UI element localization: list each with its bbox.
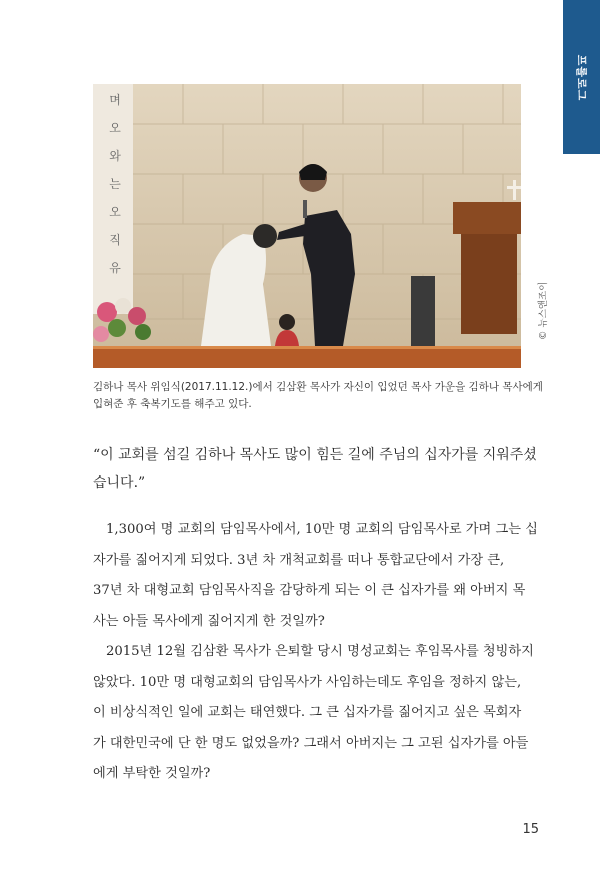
body-line: 사는 아들 목사에게 짊어지게 한 것일까?	[93, 613, 325, 629]
caption-line: 입혀준 후 축복기도를 해주고 있다.	[93, 398, 252, 410]
svg-text:오: 오	[109, 205, 121, 219]
svg-text:직: 직	[109, 233, 121, 247]
svg-text:오: 오	[109, 121, 121, 135]
svg-text:는: 는	[109, 177, 121, 191]
photo-caption	[93, 379, 543, 413]
page-number: 15	[522, 822, 539, 837]
chapter-label: 프롤로그	[574, 54, 588, 102]
quote-block	[93, 441, 537, 497]
chapter-side-tab	[563, 0, 600, 154]
body-line: 자가를 짊어지게 되었다. 3년 차 개척교회를 떠나 통합교단에서 가장 큰,	[93, 552, 505, 568]
quote-line: 습니다.”	[93, 475, 146, 491]
quote-line: “이 교회를 섬길 김하나 목사도 많이 힘든 길에 주님의 십자가를 지워주셨	[93, 447, 537, 463]
svg-text:와: 와	[109, 149, 121, 163]
ceremony-photo	[93, 84, 521, 368]
body-line: 에게 부탁한 것일까?	[93, 766, 211, 781]
body-line: 않았다. 10만 명 대형교회의 담임목사가 사임하는데도 후임을 정하지 않는,	[93, 674, 522, 690]
body-line: 1,300여 명 교회의 담임목사에서, 10만 명 교회의 담임목사로 가며 그는 십	[106, 522, 538, 537]
body-line: 가 대한민국에 단 한 명도 없었을까? 그래서 아버지는 그 고된 십자가를 아들	[93, 735, 529, 751]
body-line: 2015년 12월 김삼환 목사가 은퇴할 당시 명성교회는 후임목사를 청빙하지	[106, 644, 534, 659]
banner-text: 며	[109, 93, 121, 107]
photo-illustration	[93, 84, 521, 368]
photo-credit: © 뉴스앤조이	[538, 281, 549, 340]
caption-line: 김하나 목사 위임식(2017.11.12.)에서 김삼환 목사가 자신이 입었던 목사 가운을 김하나 목사에게	[93, 381, 543, 393]
body-line: 이 비상식적인 일에 교회는 태연했다. 그 큰 십자가를 짊어지고 싶은 목회자	[93, 705, 522, 720]
body-line: 37년 차 대형교회 담임목사직을 감당하게 되는 이 큰 십자가를 왜 아버지 목	[93, 583, 526, 598]
svg-text:유: 유	[109, 261, 121, 275]
body-paragraphs	[93, 515, 538, 790]
